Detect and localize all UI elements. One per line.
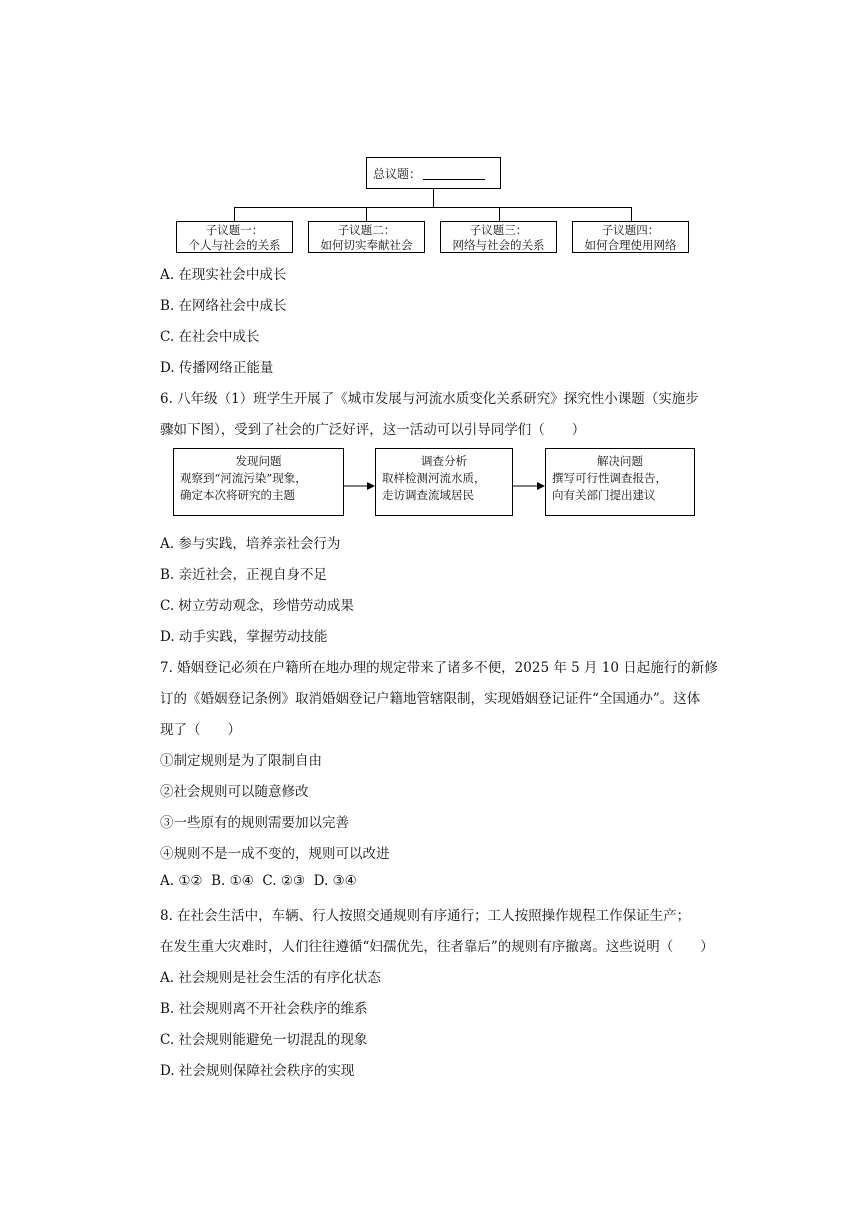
q8-stem-line1: 8. 在社会生活中，车辆、行人按照交通规则有序通行；工人按照操作规程工作保证生产；: [160, 908, 691, 924]
q5-option-a: A. 在现实社会中成长: [160, 267, 287, 283]
flow-step-text: 观察到“河流污染”现象，: [180, 471, 307, 485]
q6-option-a: A. 参与实践，培养亲社会行为: [160, 536, 341, 552]
subtopic-title: 子议题二：: [337, 223, 396, 237]
q5-option-c: C. 在社会中成长: [160, 329, 260, 345]
subtopic-text: 如何切实奉献社会: [320, 238, 413, 252]
q6-stem-line2: 骤如下图），受到了社会的广泛好评，这一活动可以引导同学们（ ）: [160, 422, 586, 438]
flow-step-text: 撰写可行性调查报告，: [552, 471, 667, 485]
q7-item-3: ③一些原有的规则需要加以完善: [160, 815, 349, 831]
subtopic-text: 网络与社会的关系: [452, 238, 545, 252]
q8-stem-line2: 在发生重大灾难时，人们往往遵循“妇孺优先，往者靠后”的规则有序撤离。这些说明（ ）: [160, 939, 714, 955]
q6-option-b: B. 亲近社会，正视自身不足: [160, 567, 328, 583]
q6-option-c: C. 树立劳动观念，珍惜劳动成果: [160, 598, 354, 614]
subtopic-title: 子议题四：: [601, 223, 660, 237]
q7-stem-line3: 现了（ ）: [160, 722, 241, 738]
q6-option-d: D. 动手实践，掌握劳动技能: [160, 629, 328, 645]
q8-option-c: C. 社会规则能避免一切混乱的现象: [160, 1032, 368, 1048]
flow-step-text: 向有关部门提出建议: [552, 488, 656, 502]
flow-step-title: 解决问题: [597, 454, 643, 468]
q5-option-b: B. 在网络社会中成长: [160, 298, 287, 314]
q8-option-d: D. 社会规则保障社会秩序的实现: [160, 1063, 355, 1079]
q7-item-2: ②社会规则可以随意修改: [160, 784, 309, 800]
q8-option-a: A. 社会规则是社会生活的有序化状态: [160, 970, 381, 986]
flow-step-title: 发现问题: [235, 454, 282, 468]
q7-stem-line2: 订的《婚姻登记条例》取消婚姻登记户籍地管辖限制，实现婚姻登记证件“全国通办”。这体: [160, 691, 701, 707]
subtopic-title: 子议题一：: [205, 223, 264, 237]
q5-option-d: D. 传播网络正能量: [160, 360, 274, 376]
q7-item-4: ④规则不是一成不变的，规则可以改进: [160, 846, 390, 862]
subtopic-text: 个人与社会的关系: [188, 238, 281, 252]
flow-step-text: 确定本次将研究的主题: [180, 488, 295, 502]
subtopic-text: 如何合理使用网络: [584, 238, 677, 252]
subtopic-title: 子议题三：: [469, 223, 528, 237]
q6-stem-line1: 6. 八年级（1）班学生开展了《城市发展与河流水质变化关系研究》探究性小课题（实施步: [160, 391, 699, 407]
flow-step-text: 走访调查流域居民: [382, 488, 474, 502]
main-topic-label: 总议题：: [373, 167, 422, 181]
flow-step-text: 取样检测河流水质，: [382, 471, 486, 485]
flow-step-title: 调查分析: [421, 454, 467, 468]
q7-options: A. ①② B. ①④ C. ②③ D. ③④: [160, 873, 357, 889]
q8-option-b: B. 社会规则离不开社会秩序的维系: [160, 1001, 368, 1017]
q7-item-1: ①制定规则是为了限制自由: [160, 753, 322, 769]
q7-stem-line1: 7. 婚姻登记必须在户籍所在地办理的规定带来了诸多不便，2025 年 5 月 10 日起施行的新修: [160, 660, 718, 676]
